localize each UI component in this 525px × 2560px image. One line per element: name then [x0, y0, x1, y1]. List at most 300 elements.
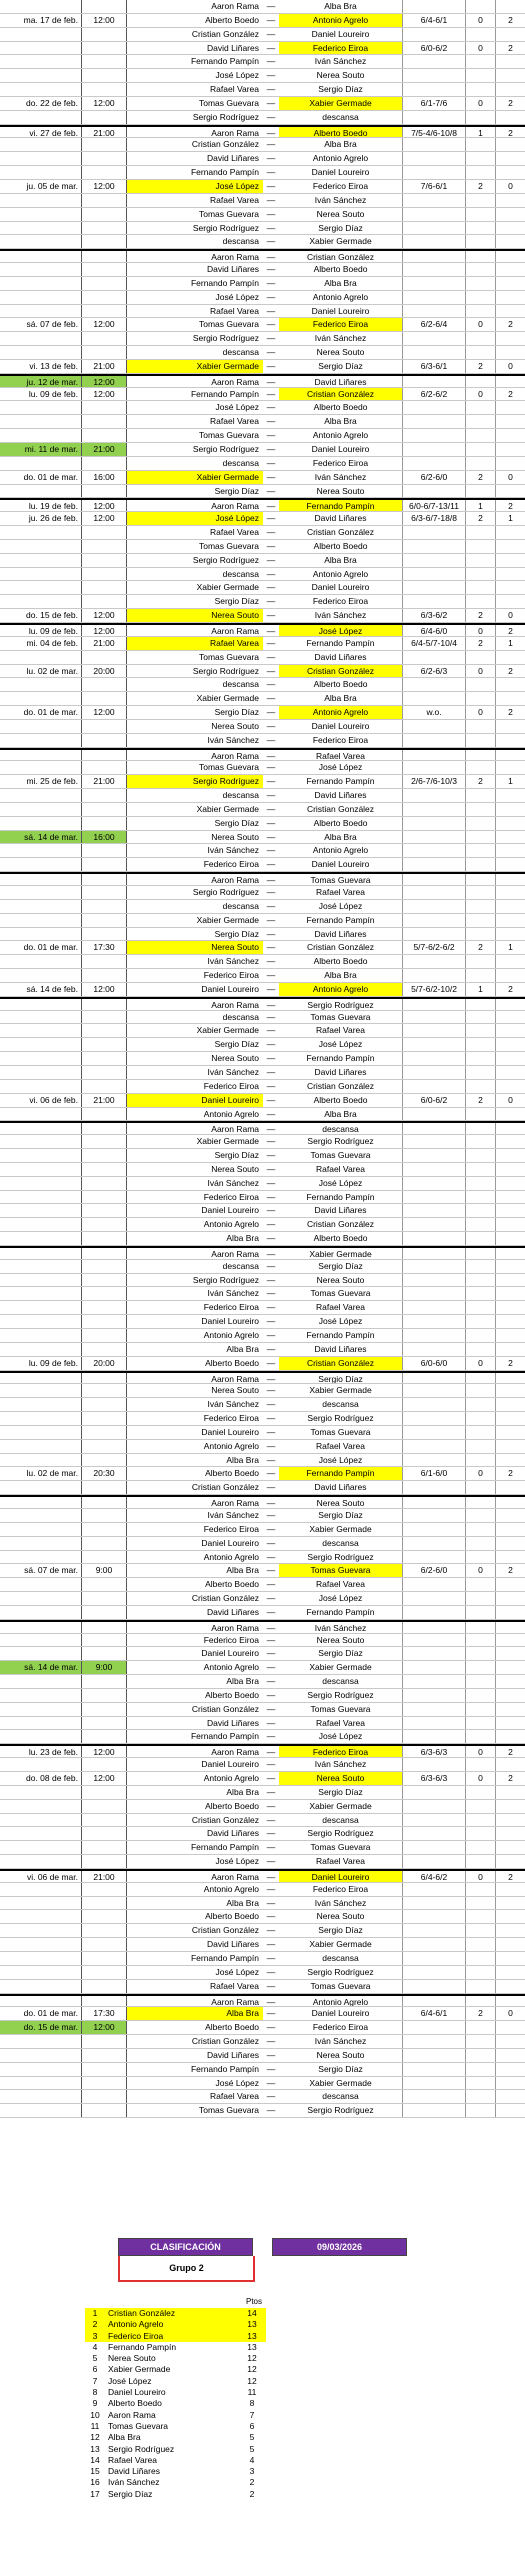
- sets-player-two: [495, 1218, 525, 1231]
- sets-player-one: [465, 1038, 495, 1051]
- match-result: [402, 1412, 465, 1425]
- sets-player-two: [495, 166, 525, 179]
- match-date: [0, 1343, 82, 1356]
- vs-dash: —: [266, 388, 276, 399]
- match-time: [82, 1080, 127, 1093]
- player-one: Xabier Germade: [196, 1025, 259, 1036]
- match-row: [0, 277, 525, 291]
- player-one: Cristian González: [191, 1814, 259, 1825]
- match-time: 12:00: [82, 318, 127, 331]
- match-time: [82, 1537, 127, 1550]
- match-date: [0, 1551, 82, 1564]
- match-result: [402, 1149, 465, 1162]
- vs-dash: —: [266, 817, 276, 828]
- sets-player-two: [495, 1758, 525, 1771]
- player-two: Fernando Pampín: [306, 776, 375, 787]
- match-date: [0, 263, 82, 276]
- match-result: 6/4-6/2: [402, 1871, 465, 1882]
- match-date: [0, 955, 82, 968]
- player-two: Alba Bra: [324, 554, 357, 565]
- match-row: [0, 1260, 525, 1274]
- match-result: [402, 251, 465, 262]
- match-row: [0, 1800, 525, 1814]
- match-time: [82, 1135, 127, 1148]
- sets-player-two: 2: [495, 14, 525, 27]
- sets-player-one: 0: [465, 1871, 495, 1882]
- player-two: Antonio Agrelo: [312, 845, 369, 856]
- match-result: [402, 1497, 465, 1508]
- sets-player-one: [465, 152, 495, 165]
- match-result: [402, 1827, 465, 1840]
- sets-player-one: [465, 1827, 495, 1840]
- match-result: [402, 750, 465, 761]
- match-time: 12:00: [82, 1746, 127, 1757]
- match-time: [82, 1814, 127, 1827]
- vs-dash: —: [266, 1426, 276, 1437]
- match-row: [0, 1647, 525, 1661]
- match-date: sá. 14 de mar.: [0, 831, 82, 844]
- standing-player: David Liñares: [108, 2466, 160, 2477]
- vs-dash: —: [266, 1233, 276, 1244]
- match-date: [0, 166, 82, 179]
- sets-player-two: [495, 111, 525, 124]
- sets-player-one: [465, 235, 495, 248]
- sets-player-two: [495, 69, 525, 82]
- sets-player-two: [495, 1622, 525, 1633]
- player-two: Antonio Agrelo: [312, 430, 369, 441]
- match-row: [0, 1924, 525, 1938]
- match-time: [82, 540, 127, 553]
- vs-dash: —: [266, 707, 276, 718]
- match-time: [82, 678, 127, 691]
- vs-dash: —: [266, 887, 276, 897]
- match-time: [82, 1897, 127, 1910]
- vs-dash: —: [266, 1842, 276, 1853]
- vs-dash: —: [266, 679, 276, 690]
- player-two: Fernando Pampín: [306, 1191, 375, 1202]
- match-date: [0, 1373, 82, 1384]
- sets-player-two: [495, 1606, 525, 1619]
- player-two: David Liñares: [314, 1482, 367, 1493]
- sets-player-two: [495, 540, 525, 553]
- vs-dash: —: [266, 501, 276, 512]
- match-result: [402, 914, 465, 927]
- sets-player-one: [465, 1523, 495, 1536]
- player-one: David Liñares: [207, 42, 259, 53]
- sets-player-one: [465, 1703, 495, 1716]
- player-two: Iván Sánchez: [314, 56, 367, 67]
- match-time: [82, 152, 127, 165]
- match-date: [0, 1454, 82, 1467]
- sets-player-one: [465, 2021, 495, 2034]
- player-two: Nerea Souto: [316, 2049, 365, 2060]
- sets-player-one: 0: [465, 1746, 495, 1757]
- sets-player-two: 2: [495, 127, 525, 138]
- match-result: 6/3-6/3: [402, 1772, 465, 1785]
- match-row: [0, 2077, 525, 2091]
- sets-player-one: 2: [465, 941, 495, 954]
- standing-player: Sergio Díaz: [108, 2488, 153, 2499]
- player-one: Xabier Germade: [196, 693, 259, 704]
- player-two: Alberto Boedo: [313, 679, 368, 690]
- player-one: Sergio Díaz: [214, 485, 259, 496]
- match-result: [402, 1758, 465, 1771]
- vs-dash: —: [266, 1523, 276, 1534]
- player-two: descansa: [322, 1537, 359, 1548]
- sets-player-one: [465, 844, 495, 857]
- sets-player-one: 2: [465, 512, 495, 525]
- standings-row: [85, 2376, 275, 2387]
- match-date: [0, 568, 82, 581]
- sets-player-one: [465, 955, 495, 968]
- match-time: [82, 1204, 127, 1217]
- player-one: descansa: [222, 347, 259, 358]
- sets-player-two: [495, 1703, 525, 1716]
- match-time: [82, 750, 127, 761]
- match-date: [0, 1675, 82, 1688]
- match-time: [82, 1177, 127, 1190]
- sets-player-two: [495, 1855, 525, 1868]
- standings-table: [85, 2308, 275, 2500]
- player-two: descansa: [322, 1124, 359, 1135]
- sets-player-one: [465, 1924, 495, 1937]
- sets-player-one: [465, 540, 495, 553]
- sets-player-one: 0: [465, 1564, 495, 1577]
- match-result: [402, 291, 465, 304]
- match-date: [0, 2035, 82, 2048]
- match-result: [402, 1703, 465, 1716]
- player-two: Cristian González: [306, 1080, 375, 1091]
- player-one: Aaron Rama: [211, 1248, 259, 1259]
- match-result: [402, 1440, 465, 1453]
- sets-player-one: [465, 803, 495, 816]
- vs-dash: —: [266, 1828, 276, 1839]
- vs-dash: —: [266, 803, 276, 814]
- sets-player-one: 2: [465, 471, 495, 484]
- match-row: [0, 706, 525, 720]
- vs-dash: —: [266, 2077, 276, 2088]
- sets-player-one: [465, 346, 495, 359]
- match-time: 12:00: [82, 1772, 127, 1785]
- standing-player: Xabier Germade: [108, 2364, 171, 2375]
- player-two: Rafael Varea: [316, 887, 365, 897]
- player-two: Iván Sánchez: [314, 2036, 367, 2047]
- sets-player-two: [495, 1841, 525, 1854]
- sets-player-one: [465, 1675, 495, 1688]
- match-row: [0, 526, 525, 540]
- player-one: Federico Eiroa: [203, 970, 259, 981]
- match-row: [0, 1910, 525, 1924]
- player-two: Rafael Varea: [316, 1440, 365, 1451]
- sets-player-one: [465, 1592, 495, 1605]
- sets-player-two: [495, 1123, 525, 1134]
- match-result: [402, 1343, 465, 1356]
- match-result: 6/3-6/2: [402, 609, 465, 622]
- sets-player-two: [495, 485, 525, 498]
- player-two: Sergio Rodríguez: [307, 1136, 374, 1147]
- match-row: [0, 1758, 525, 1772]
- match-result: [402, 803, 465, 816]
- vs-dash: —: [266, 139, 276, 150]
- sets-player-two: [495, 750, 525, 761]
- match-result: [402, 1426, 465, 1439]
- match-date: mi. 11 de mar.: [0, 443, 82, 456]
- player-one: Alba Bra: [226, 1897, 259, 1908]
- match-time: [82, 305, 127, 318]
- match-time: 12:00: [82, 14, 127, 27]
- standing-position: 5: [92, 2353, 98, 2364]
- player-two: Sergio Díaz: [318, 2063, 363, 2074]
- sets-player-one: [465, 900, 495, 913]
- player-two: Sergio Díaz: [318, 1373, 363, 1384]
- match-time: 12:00: [82, 625, 127, 636]
- sets-player-one: [465, 69, 495, 82]
- player-two: Nerea Souto: [316, 1911, 365, 1922]
- sets-player-two: 2: [495, 1564, 525, 1577]
- sets-player-two: [495, 595, 525, 608]
- match-date: [0, 844, 82, 857]
- sets-player-one: 2: [465, 1094, 495, 1107]
- player-two: Sergio Rodríguez: [307, 999, 374, 1010]
- match-row: [0, 457, 525, 471]
- vs-dash: —: [266, 319, 276, 330]
- standing-position: 10: [90, 2409, 100, 2420]
- match-date: [0, 1315, 82, 1328]
- standings-row: [85, 2398, 275, 2409]
- match-row: [0, 955, 525, 969]
- vs-dash: —: [266, 153, 276, 164]
- match-result: [402, 1191, 465, 1204]
- match-result: [402, 0, 465, 13]
- player-one: Xabier Germade: [196, 582, 259, 593]
- player-one: Iván Sánchez: [207, 956, 259, 967]
- sets-player-one: [465, 1011, 495, 1024]
- player-one: Fernando Pampín: [190, 56, 259, 67]
- sets-player-two: [495, 1329, 525, 1342]
- sets-player-one: [465, 291, 495, 304]
- player-two: Tomas Guevara: [279, 1564, 402, 1577]
- match-date: [0, 1634, 82, 1647]
- player-one: David Liñares: [207, 1717, 259, 1728]
- match-row: [0, 1717, 525, 1731]
- points-header: Ptos: [245, 2297, 262, 2306]
- match-result: [402, 1260, 465, 1273]
- player-two: Fernando Pampín: [306, 914, 375, 925]
- player-two: Tomas Guevara: [310, 1288, 371, 1299]
- vs-dash: —: [266, 1, 276, 11]
- match-result: [402, 720, 465, 733]
- sets-player-one: [465, 1800, 495, 1813]
- vs-dash: —: [266, 1717, 276, 1728]
- match-row: [0, 1426, 525, 1440]
- match-date: [0, 55, 82, 68]
- match-result: [402, 844, 465, 857]
- sets-player-one: [465, 332, 495, 345]
- player-one: Xabier Germade: [127, 360, 263, 373]
- player-one: Cristian González: [191, 1593, 259, 1604]
- player-one: Iván Sánchez: [207, 1288, 259, 1299]
- match-result: [402, 1108, 465, 1121]
- player-two: Xabier Germade: [309, 1248, 372, 1259]
- vs-dash: —: [266, 1731, 276, 1742]
- match-row: [0, 1703, 525, 1717]
- match-result: [402, 1841, 465, 1854]
- standing-position: 8: [92, 2387, 98, 2398]
- player-two: Nerea Souto: [316, 485, 365, 496]
- player-two: José López: [318, 1731, 363, 1742]
- match-date: [0, 1024, 82, 1037]
- match-date: [0, 1730, 82, 1743]
- match-result: [402, 2104, 465, 2117]
- player-two: Sergio Díaz: [318, 1509, 363, 1520]
- sets-player-one: [465, 457, 495, 470]
- match-row: [0, 222, 525, 236]
- match-date: [0, 817, 82, 830]
- standing-player: Aaron Rama: [108, 2409, 156, 2420]
- match-row: [0, 761, 525, 775]
- match-time: [82, 166, 127, 179]
- match-time: [82, 1218, 127, 1231]
- match-row: [0, 1135, 525, 1149]
- match-time: [82, 429, 127, 442]
- match-row: [0, 1883, 525, 1897]
- match-time: [82, 1287, 127, 1300]
- match-date: [0, 1177, 82, 1190]
- standings-row: [85, 2364, 275, 2375]
- sets-player-one: [465, 1606, 495, 1619]
- match-time: [82, 277, 127, 290]
- match-result: [402, 1606, 465, 1619]
- sets-player-two: [495, 208, 525, 221]
- match-time: [82, 1108, 127, 1121]
- player-two: Alberto Boedo: [313, 264, 368, 275]
- player-two: Nerea Souto: [316, 347, 365, 358]
- sets-player-one: [465, 55, 495, 68]
- vs-dash: —: [266, 1939, 276, 1950]
- vs-dash: —: [266, 1747, 276, 1758]
- player-one: Aaron Rama: [211, 1622, 259, 1633]
- sets-player-two: [495, 900, 525, 913]
- match-row: [0, 111, 525, 125]
- player-two: Antonio Agrelo: [312, 153, 369, 164]
- vs-dash: —: [266, 1565, 276, 1576]
- match-row: [0, 1011, 525, 1025]
- player-one: Fernando Pampín: [190, 167, 259, 178]
- sets-player-two: [495, 2049, 525, 2062]
- player-two: Rafael Varea: [316, 1163, 365, 1174]
- match-time: [82, 928, 127, 941]
- player-one: Aaron Rama: [211, 1124, 259, 1135]
- player-two: Rafael Varea: [316, 1717, 365, 1728]
- vs-dash: —: [266, 1952, 276, 1963]
- player-one: Xabier Germade: [196, 1136, 259, 1147]
- match-row: [0, 28, 525, 42]
- match-result: [402, 457, 465, 470]
- match-row: [0, 831, 525, 845]
- match-row: [0, 1412, 525, 1426]
- sets-player-one: [465, 2077, 495, 2090]
- match-time: [82, 1827, 127, 1840]
- match-result: 7/5-4/6-10/8: [402, 127, 465, 138]
- sets-player-two: [495, 1149, 525, 1162]
- match-date: [0, 2077, 82, 2090]
- match-row: [0, 1440, 525, 1454]
- match-row: [0, 886, 525, 900]
- player-one: Alba Bra: [226, 1565, 259, 1576]
- match-result: [402, 415, 465, 428]
- vs-dash: —: [266, 2049, 276, 2060]
- sets-player-two: 0: [495, 471, 525, 484]
- player-two: Nerea Souto: [316, 1274, 365, 1285]
- match-date: [0, 0, 82, 13]
- sets-player-two: [495, 1440, 525, 1453]
- match-time: [82, 1301, 127, 1314]
- match-row: [0, 1564, 525, 1578]
- match-result: [402, 1177, 465, 1190]
- match-date: [0, 692, 82, 705]
- sets-player-two: 2: [495, 500, 525, 511]
- match-date: [0, 222, 82, 235]
- match-result: [402, 969, 465, 982]
- match-time: [82, 803, 127, 816]
- match-result: [402, 831, 465, 844]
- match-result: [402, 263, 465, 276]
- player-two: Daniel Loureiro: [311, 859, 370, 870]
- player-one: David Liñares: [207, 264, 259, 275]
- sets-player-one: 0: [465, 625, 495, 636]
- match-result: [402, 235, 465, 248]
- sets-player-two: [495, 1592, 525, 1605]
- vs-dash: —: [266, 471, 276, 482]
- sets-player-two: [495, 1011, 525, 1024]
- match-date: [0, 734, 82, 747]
- match-date: [0, 1924, 82, 1937]
- match-result: [402, 554, 465, 567]
- sets-player-two: 0: [495, 180, 525, 193]
- match-time: [82, 1440, 127, 1453]
- vs-dash: —: [266, 1108, 276, 1119]
- standing-position: 14: [90, 2454, 100, 2465]
- player-one: Fernando Pampín: [190, 277, 259, 288]
- vs-dash: —: [266, 540, 276, 551]
- match-row: [0, 125, 525, 139]
- sets-player-one: [465, 263, 495, 276]
- match-time: [82, 332, 127, 345]
- match-date: [0, 251, 82, 262]
- sets-player-two: [495, 346, 525, 359]
- player-two: Alba Bra: [324, 277, 357, 288]
- match-row: [0, 1578, 525, 1592]
- vs-dash: —: [266, 625, 276, 636]
- match-result: [402, 817, 465, 830]
- standings-row: [85, 2489, 275, 2500]
- match-time: [82, 1454, 127, 1467]
- match-result: [402, 1454, 465, 1467]
- sets-player-two: [495, 2021, 525, 2034]
- vs-dash: —: [266, 1177, 276, 1188]
- player-one: descansa: [222, 900, 259, 911]
- match-date: [0, 1855, 82, 1868]
- vs-dash: —: [266, 111, 276, 122]
- player-one: Alba Bra: [226, 1454, 259, 1465]
- sets-player-two: 2: [495, 665, 525, 678]
- sets-player-two: [495, 678, 525, 691]
- vs-dash: —: [266, 1373, 276, 1384]
- match-time: [82, 1634, 127, 1647]
- match-date: do. 01 de mar.: [0, 941, 82, 954]
- match-date: [0, 1398, 82, 1411]
- match-result: [402, 305, 465, 318]
